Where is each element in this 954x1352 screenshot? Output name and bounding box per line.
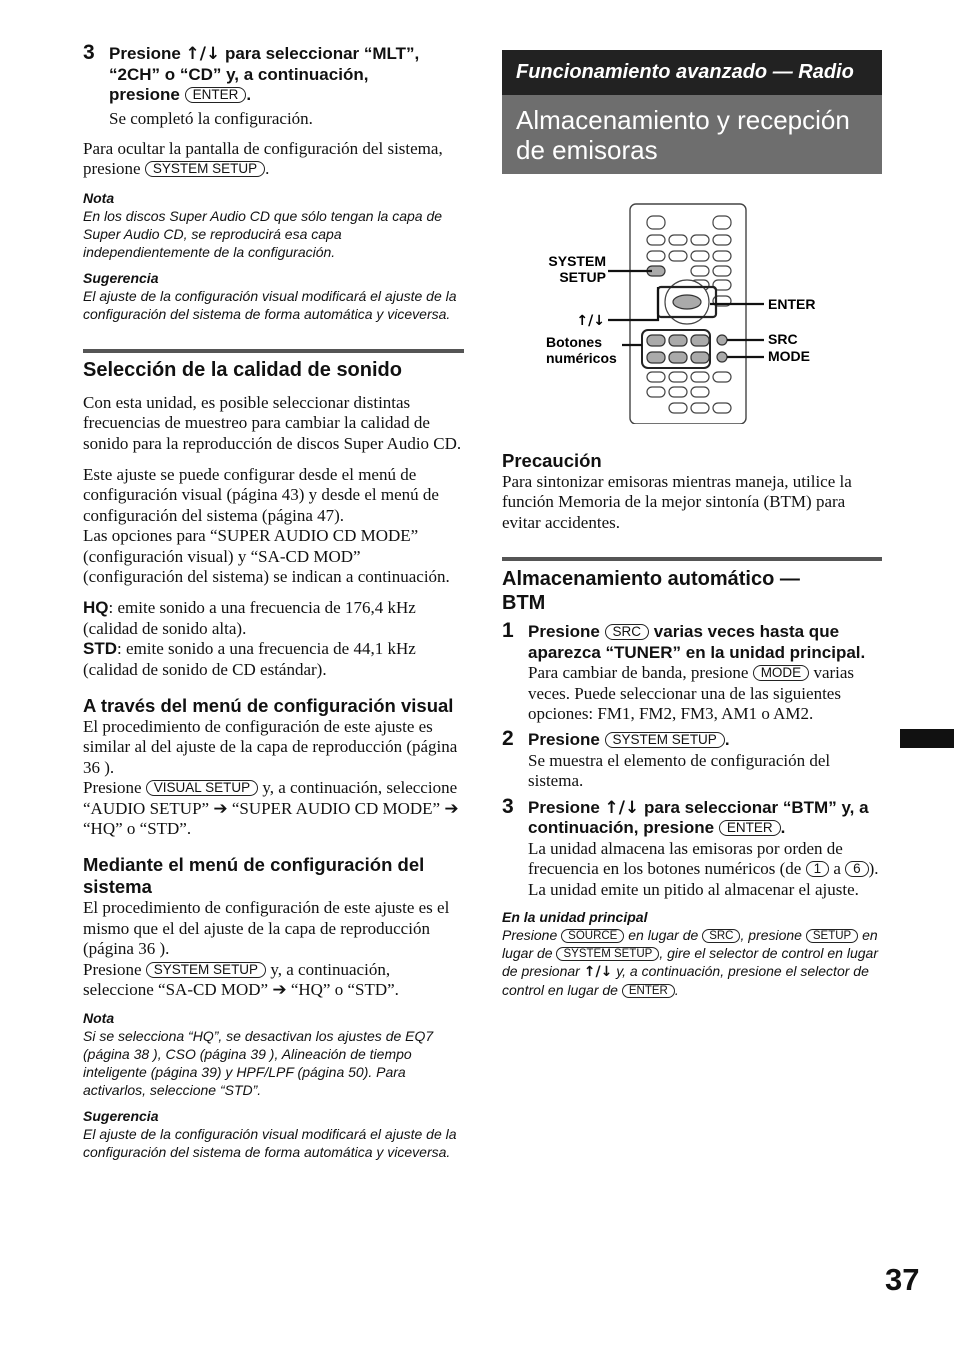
section-title: Almacenamiento automático — BTM	[502, 568, 800, 615]
remote-control	[630, 204, 746, 424]
hq-definition: HQ: emite sonido a una frecuencia de 176,4 kHz (calidad de sonido alta).	[83, 598, 416, 638]
step-3	[502, 794, 882, 900]
step-detail: Para cambiar de banda, presione MODE varias veces. Puede seleccionar una de las siguientes opciones: FM1, FM2, FM3, AM1 o AM2.	[528, 663, 855, 724]
tip-block	[83, 1107, 464, 1161]
note-text: Presione SOURCE en lugar de SRC , presione SETUP en lugar de SYSTEM SETUP , gire el selector de control en lugar de presionar ↑/↓ y, a continuación, presione el selector de control en lugar de ENTER .	[502, 926, 878, 998]
page-number: 37	[885, 1262, 920, 1297]
system-setup-button-symbol: SYSTEM SETUP	[145, 161, 265, 177]
paragraph: Presione VISUAL SETUP y, a continuación, seleccione “AUDIO SETUP” ➔ “SUPER AUDIO CD MODE” ➔ “HQ” o “STD”.	[83, 778, 459, 839]
system-setup-button-symbol: SYSTEM SETUP	[605, 732, 725, 748]
system-setup-button-symbol: SYSTEM SETUP	[146, 962, 266, 978]
step-detail: La unidad almacena las emisoras por orden de frecuencia en los botones numéricos (de 1 a 6 ).	[528, 838, 879, 879]
step-instruction: Presione ↑/↓ para seleccionar “BTM” y, a continuación, presione ENTER .	[528, 797, 869, 838]
system-setup-button-symbol: SYSTEM SETUP	[556, 947, 659, 961]
note-title: En la unidad principal	[502, 908, 648, 925]
label-mode: MODE	[768, 348, 810, 364]
tip-text: El ajuste de la configuración visual modificará el ajuste de la configuración del sistema de forma automática y viceversa.	[83, 1126, 457, 1161]
label-enter: ENTER	[768, 296, 816, 312]
section-rule	[83, 349, 464, 353]
paragraph: El procedimiento de configuración de este ajuste es similar al del ajuste de la capa de reproducción (página 36 ).	[83, 717, 458, 777]
paragraph: Este ajuste se puede configurar desde el menú de configuración visual (página 43) y desde el menú de configuración del sistema (página 47).	[83, 464, 439, 525]
up-down-arrow-icon: ↑/↓	[604, 797, 640, 818]
number-6-button-symbol: 6	[845, 861, 869, 877]
hide-instruction: Para ocultar la pantalla de configuración del sistema, presione SYSTEM SETUP .	[83, 138, 443, 179]
step-detail: La unidad emite un pitido al almacenar el ajuste.	[528, 879, 859, 899]
paragraph: Las opciones para “SUPER AUDIO CD MODE” (configuración visual) y “SA-CD MOD” (configuración del sistema) se indican a continuación.	[83, 526, 450, 586]
label-src: SRC	[768, 331, 798, 347]
note-text: En los discos Super Audio CD que sólo tengan la capa de Super Audio CD, se reproducirá esa capa independientemente de la configuración.	[83, 207, 443, 260]
step-2	[502, 727, 882, 791]
setup-button-symbol: SETUP	[806, 929, 858, 943]
right-column	[502, 50, 882, 999]
label-system-setup: SETUP	[559, 269, 606, 285]
step-result: Se completó la configuración.	[109, 108, 313, 128]
source-button-symbol: SOURCE	[561, 929, 624, 943]
step-1	[502, 619, 882, 724]
tip-block	[83, 269, 464, 323]
tip-title: Sugerencia	[83, 269, 159, 286]
category-banner: Funcionamiento avanzado — Radio	[502, 50, 882, 95]
paragraph: Con esta unidad, es posible seleccionar distintas frecuencias de muestreo para cambiar la calidad de sonido para la reproducción de discos Super Audio CD.	[83, 392, 462, 453]
number-1-button-symbol: 1	[806, 861, 830, 877]
right-arrow-icon: ➔	[213, 798, 228, 819]
caution-title: Precaución	[502, 450, 602, 471]
caution-text: Para sintonizar emisoras mientras maneja, utilice la función Memoria de la mejor sintonía (BTM) para evitar accidentes.	[502, 472, 852, 532]
enter-button-symbol: ENTER	[185, 87, 247, 103]
step-3	[83, 41, 464, 129]
step-instruction: Presione SYSTEM SETUP .	[528, 730, 730, 750]
step-number: 1	[502, 619, 514, 643]
tip-title: Sugerencia	[83, 1108, 159, 1125]
label-numeric-buttons: numéricos	[546, 350, 617, 366]
page-title: Almacenamiento y recepción de emisoras	[502, 95, 882, 174]
subsection-title: Mediante el menú de configuración del sistema	[83, 854, 425, 898]
main-unit-note	[502, 908, 882, 999]
label-numeric-buttons: Botones	[546, 334, 602, 350]
up-down-arrow-icon: ↑/↓	[583, 963, 613, 980]
mode-button-symbol: MODE	[753, 665, 810, 681]
std-definition: STD: emite sonido a una frecuencia de 44,1 kHz (calidad de sonido de CD estándar).	[83, 639, 416, 679]
step-number: 3	[502, 794, 514, 818]
right-arrow-icon: ➔	[444, 798, 459, 819]
enter-button-symbol: ENTER	[622, 984, 675, 998]
tip-text: El ajuste de la configuración visual modificará el ajuste de la configuración del sistema de forma automática y viceversa.	[83, 287, 457, 322]
note-block	[83, 1009, 464, 1099]
visual-setup-button-symbol: VISUAL SETUP	[146, 780, 258, 796]
step-number: 3	[83, 41, 95, 64]
up-down-arrow-icon: ↑/↓	[185, 44, 221, 64]
paragraph: Presione SYSTEM SETUP y, a continuación, seleccione “SA-CD MOD” ➔ “HQ” o “STD”.	[83, 959, 399, 1001]
src-button-symbol: SRC	[702, 929, 740, 943]
label-system-setup: SYSTEM	[548, 253, 606, 269]
note-title: Nota	[83, 189, 115, 206]
up-down-arrow-icon: ↑/↓	[576, 313, 605, 329]
note-text: Si se selecciona “HQ”, se desactivan los ajustes de EQ7 (página 38 ), CSO (página 39 ), Alineación de tiempo inteligente (página 39) y HPF/LPF (página 50). Para activarlos, seleccione “STD”.	[83, 1028, 434, 1099]
note-block	[83, 189, 464, 261]
section-tab-marker	[900, 729, 954, 748]
step-instruction: Presione ↑/↓ para seleccionar “MLT”, “2CH” o “CD” y, a continuación, presione ENTER .	[109, 44, 420, 104]
step-detail: Se muestra el elemento de configuración del sistema.	[528, 750, 831, 791]
remote-diagram	[502, 174, 882, 424]
paragraph: El procedimiento de configuración de este ajuste es el mismo que el del ajuste de la capa de reproducción (página 36 ).	[83, 898, 450, 959]
left-column	[83, 41, 464, 1161]
step-number: 2	[502, 727, 514, 751]
step-instruction: Presione SRC varias veces hasta que aparezca “TUNER” en la unidad principal.	[528, 622, 866, 662]
src-button-symbol: SRC	[605, 624, 650, 640]
subsection-title: A través del menú de configuración visual	[83, 695, 454, 716]
section-title: Selección de la calidad de sonido	[83, 358, 402, 381]
enter-button-symbol: ENTER	[719, 820, 781, 836]
note-title: Nota	[83, 1010, 115, 1027]
section-rule	[502, 557, 882, 561]
right-arrow-icon: ➔	[272, 980, 287, 1001]
